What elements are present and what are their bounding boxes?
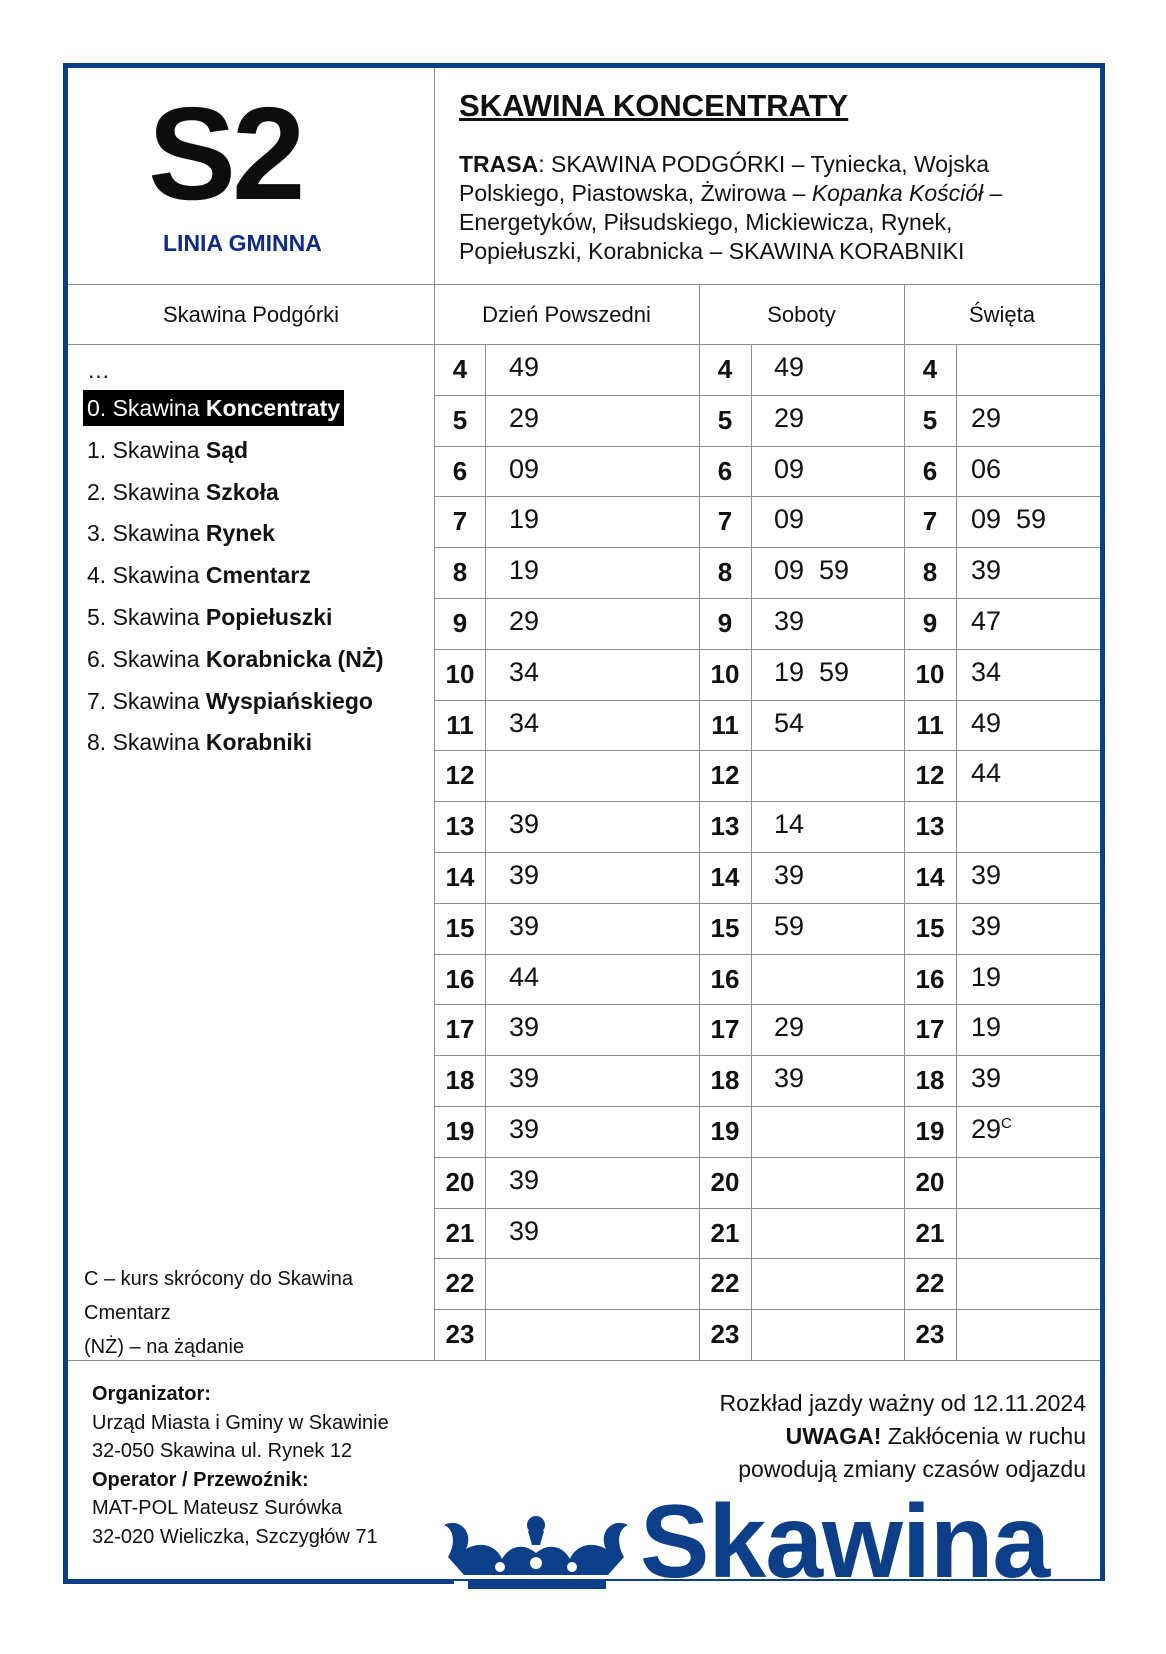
weekday-minutes-cell: 19: [509, 555, 540, 586]
row-divider: [434, 446, 1100, 447]
saturday-header: Soboty: [767, 302, 836, 327]
hour-cell: 23: [445, 1319, 475, 1350]
hour-cell: 21: [445, 1217, 475, 1248]
row-divider: [434, 1004, 1100, 1005]
legend: [84, 1262, 424, 1364]
hour-cell: 8: [452, 557, 468, 588]
saturday-minutes-cell: 29: [774, 1012, 805, 1043]
holiday-minutes-cell: 06: [971, 453, 1002, 484]
weekday-minutes-cell: 39: [509, 1063, 540, 1094]
holiday-minutes-cell: 44: [971, 758, 1002, 789]
hour-cell: 9: [922, 608, 938, 638]
divider: [68, 344, 1100, 345]
hour-cell: 20: [710, 1166, 740, 1197]
hour-cell: 16: [915, 963, 945, 994]
weekday-minutes-cell: 44: [509, 961, 540, 992]
warning-line: UWAGA! Zakłócenia w ruchu: [785, 1423, 1086, 1449]
hour-cell: 10: [445, 658, 475, 689]
stop-title: SKAWINA KONCENTRATY: [459, 88, 849, 123]
validity-notice: [719, 1387, 1086, 1486]
hour-cell: 22: [915, 1268, 945, 1299]
saturday-minutes-cell: 39: [774, 606, 805, 636]
weekday-minutes-cell: 39: [509, 809, 540, 840]
saturday-minutes-cell: 29: [774, 402, 805, 433]
legend-line: (NŻ) – na żądanie: [84, 1336, 245, 1358]
hour-cell: 8: [717, 557, 733, 588]
hour-cell: 23: [710, 1319, 740, 1350]
saturday-minutes-cell: 09: [774, 453, 805, 484]
hour-cell: 15: [710, 912, 740, 943]
valid-from: Rozkład jazdy ważny od 12.11.2024: [719, 1390, 1086, 1416]
holiday-minutes-cell: 39: [971, 555, 1002, 586]
organizer-name: Urząd Miasta i Gminy w Skawinie: [92, 1411, 389, 1434]
divider: [68, 284, 1100, 285]
row-divider: [434, 547, 1100, 548]
crown-icon: [440, 1505, 630, 1600]
hour-cell: 14: [710, 862, 740, 892]
stop-item: 1. Skawina Sąd: [87, 436, 249, 463]
holiday-minutes-cell: 29: [971, 402, 1002, 433]
hour-cell: 9: [452, 608, 468, 638]
route-description: [459, 150, 1059, 266]
row-divider: [434, 1208, 1100, 1209]
row-divider: [434, 801, 1100, 802]
hour-cell: 18: [915, 1065, 945, 1096]
row-divider: [434, 852, 1100, 853]
hour-cell: 5: [717, 404, 733, 435]
hour-cell: 19: [445, 1116, 475, 1146]
hour-cell: 23: [915, 1319, 945, 1350]
weekday-minutes-cell: 34: [509, 707, 540, 738]
hour-cell: 13: [915, 811, 945, 842]
organizer-address: 32-050 Skawina ul. Rynek 12: [92, 1440, 353, 1462]
row-divider: [434, 1157, 1100, 1158]
weekday-minutes-cell: 39: [509, 860, 540, 890]
hour-cell: 4: [717, 354, 733, 384]
hour-cell: 6: [717, 455, 733, 486]
hour-cell: 16: [710, 963, 740, 994]
hour-cell: 21: [710, 1217, 740, 1248]
stops-ellipsis: …: [87, 357, 110, 383]
hour-cell: 22: [445, 1268, 475, 1299]
hour-cell: 18: [710, 1065, 740, 1096]
holiday-header: Święta: [968, 302, 1036, 327]
operator-address: 32-020 Wieliczka, Szczygłów 71: [92, 1525, 378, 1548]
hour-cell: 5: [922, 404, 938, 435]
operator-name: MAT-POL Mateusz Surówka: [92, 1497, 343, 1519]
hour-cell: 10: [710, 658, 740, 689]
hour-cell: 7: [717, 506, 733, 537]
holiday-minutes-cell: $29^C$: [971, 1114, 1012, 1144]
route-label: TRASA: [459, 151, 539, 177]
hour-cell: 14: [445, 862, 475, 892]
hour-cell: 6: [922, 455, 938, 486]
hour-cell: 17: [445, 1014, 475, 1045]
holiday-minutes-cell: 19: [971, 961, 1002, 992]
row-divider: [434, 598, 1100, 599]
saturday-minutes-cell: 09 59: [774, 555, 850, 586]
row-divider: [434, 1055, 1100, 1056]
stop-item: 8. Skawina Korabniki: [87, 729, 312, 756]
divider: [434, 68, 435, 1360]
hour-cell: 12: [710, 760, 740, 791]
hour-cell: 20: [915, 1166, 945, 1197]
stop-item: 6. Skawina Korabnicka (NŻ): [87, 645, 384, 672]
route-text: – Energetyków, Piłsudskiego, Mickiewicza, Rynek, Popiełuszki, Korabnicka – SKAWINA KORABNIKI: [459, 180, 1003, 264]
weekday-minutes-cell: 29: [509, 606, 540, 636]
weekday-minutes-cell: 39: [509, 1215, 540, 1246]
route-text: : SKAWINA PODGÓRKI – Tyniecka, Wojska Polskiego, Piastowska, Żwirowa –: [459, 151, 990, 206]
hour-cell: 11: [916, 709, 944, 740]
course-marker: C: [1001, 1115, 1012, 1132]
row-divider: [434, 903, 1100, 904]
hour-cell: 18: [445, 1065, 475, 1096]
saturday-minutes-cell: 09: [774, 504, 805, 535]
row-divider: [434, 1258, 1100, 1259]
hour-cell: 22: [710, 1268, 740, 1299]
weekday-minutes-cell: 39: [509, 1012, 540, 1043]
holiday-minutes-cell: 39: [971, 910, 1002, 941]
hour-cell: 16: [445, 963, 475, 994]
line-number: S2: [148, 80, 302, 227]
stop-item: 3. Skawina Rynek: [87, 520, 275, 547]
saturday-minutes-cell: 54: [774, 707, 805, 738]
weekday-minutes-cell: 39: [509, 1114, 540, 1144]
hour-cell: 19: [915, 1116, 945, 1146]
holiday-minutes-cell: 34: [971, 656, 1002, 687]
weekday-minutes-cell: 39: [509, 910, 540, 941]
holiday-minutes-cell: 47: [971, 606, 1002, 636]
stops-list: [87, 352, 384, 764]
stop-item: 5. Skawina Popiełuszki: [87, 603, 333, 630]
hour-cell: 6: [452, 455, 468, 486]
line-type: LINIA GMINNA: [163, 230, 322, 256]
stop-item: 7. Skawina Wyspiańskiego: [87, 687, 373, 714]
hour-cell: 4: [452, 354, 468, 384]
holiday-minutes-cell: 49: [971, 707, 1002, 738]
warning-label: UWAGA!: [785, 1423, 882, 1449]
holiday-minutes-cell: 39: [971, 860, 1002, 890]
stop-item: 2. Skawina Szkoła: [87, 478, 279, 505]
hour-cell: 7: [452, 506, 468, 537]
hour-cell: 11: [446, 709, 474, 740]
hour-cell: 10: [915, 658, 945, 689]
weekday-header: Dzień Powszedni: [482, 302, 651, 327]
row-divider: [434, 750, 1100, 751]
hour-cell: 4: [922, 354, 938, 384]
hour-cell: 15: [445, 912, 475, 943]
hour-cell: 12: [445, 760, 475, 791]
operator-label: Operator / Przewoźnik:: [92, 1468, 309, 1491]
organizer-label: Organizator:: [92, 1383, 211, 1405]
holiday-minutes-cell: 39: [971, 1063, 1002, 1094]
row-divider: [434, 395, 1100, 396]
weekday-minutes-cell: 39: [509, 1164, 540, 1195]
row-divider: [434, 700, 1100, 701]
row-divider: [434, 1106, 1100, 1107]
weekday-minutes-cell: 49: [509, 352, 540, 382]
hour-cell: 9: [717, 608, 733, 638]
hour-cell: 8: [922, 557, 938, 588]
brand-logo-text: Skawina: [640, 1484, 1050, 1600]
hour-cell: 19: [710, 1116, 740, 1146]
hour-cell: 15: [915, 912, 945, 943]
route-text-italic: Kopanka Kościół: [811, 180, 984, 206]
holiday-minutes-cell: 09 59: [971, 504, 1047, 535]
hour-cell: 17: [915, 1014, 945, 1045]
footer-info: [92, 1380, 389, 1551]
saturday-minutes-cell: 19 59: [774, 656, 850, 687]
hour-cell: 13: [710, 811, 740, 842]
weekday-minutes-cell: 09: [509, 453, 540, 484]
hour-cell: 13: [445, 811, 475, 842]
hour-cell: 17: [710, 1014, 740, 1045]
saturday-minutes-cell: 14: [774, 809, 805, 840]
row-divider: [434, 496, 1100, 497]
hour-cell: 7: [922, 506, 938, 537]
saturday-minutes-cell: 59: [774, 910, 805, 941]
hour-cell: 21: [915, 1217, 945, 1248]
row-divider: [434, 649, 1100, 650]
hour-cell: 12: [915, 760, 945, 791]
row-divider: [434, 954, 1100, 955]
stop-item-current: 0. Skawina Koncentraty: [87, 388, 384, 430]
saturday-minutes-cell: 39: [774, 860, 805, 890]
stop-item: 4. Skawina Cmentarz: [87, 562, 311, 589]
hour-cell: 20: [445, 1166, 475, 1197]
weekday-minutes-cell: 34: [509, 656, 540, 687]
weekday-minutes-cell: 19: [509, 504, 540, 535]
hour-cell: 11: [711, 709, 739, 740]
saturday-minutes-cell: 39: [774, 1063, 805, 1094]
warning-line: powodują zmiany czasów odjazdu: [738, 1456, 1086, 1482]
row-divider: [434, 1309, 1100, 1310]
hour-cell: 5: [452, 404, 468, 435]
weekday-minutes-cell: 29: [509, 402, 540, 433]
legend-line: Cmentarz: [84, 1302, 171, 1324]
holiday-minutes-cell: 19: [971, 1012, 1002, 1043]
legend-line: C – kurs skrócony do Skawina: [84, 1268, 354, 1290]
hour-cell: 14: [915, 862, 945, 892]
direction-header: Skawina Podgórki: [162, 302, 340, 327]
saturday-minutes-cell: 49: [774, 352, 805, 382]
